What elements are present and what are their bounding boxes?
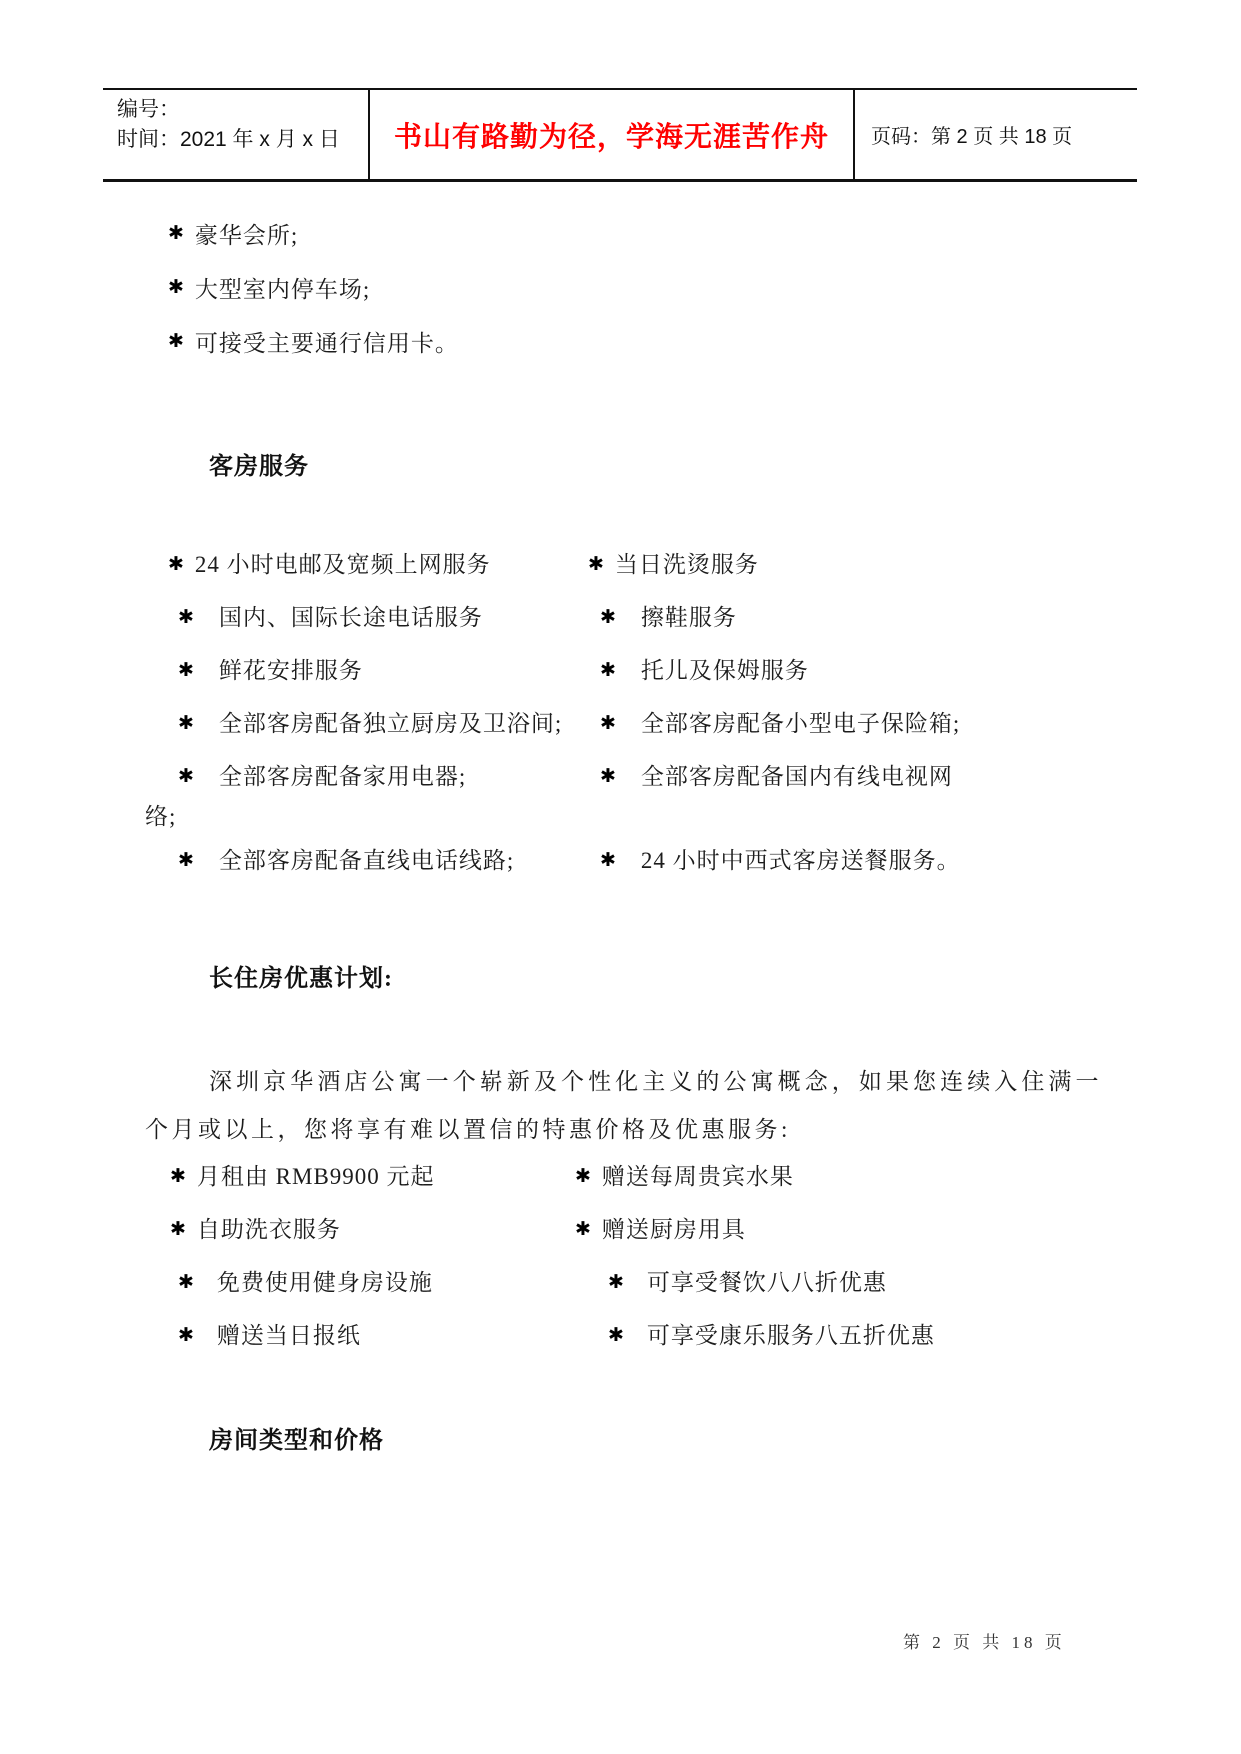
bullet-icon: ✱ [588,553,605,575]
section-title-room-types: 房间类型和价格 [209,1428,384,1454]
item-label: 擦鞋服务 [640,605,737,630]
item-label: 全部客房配备独立厨房及卫浴间; [218,711,563,736]
benefit-row [145,1321,1102,1351]
service-item [145,603,600,633]
section-title-room-service: 客房服务 [209,454,309,480]
benefit-item [608,1268,1102,1298]
item-label: 可享受餐饮八八折优惠 [646,1270,887,1295]
header-field-number [117,95,368,125]
item-label: 大型室内停车场; [194,276,371,302]
list-item [145,260,1102,314]
bullet-icon: ✱ [178,1271,195,1293]
header-field-time [117,125,368,155]
item-label: 赠送当日报纸 [216,1323,361,1348]
number-label: 编号： [117,98,180,121]
benefit-row [145,1215,1102,1245]
bullet-icon: ✱ [170,1218,187,1240]
bullet-icon: ✱ [168,553,185,575]
item-label: 全部客房配备国内有线电视网 [640,764,953,789]
service-item [145,762,600,792]
benefit-row [145,1162,1102,1192]
header-table [103,88,1137,182]
long-stay-rows [145,1162,1102,1374]
header-page-cell [855,90,1137,179]
item-label: 可接受主要通行信用卡。 [194,330,459,356]
item-label: 全部客房配备小型电子保险箱; [640,711,961,736]
bullet-icon: ✱ [178,606,195,628]
list-item [145,314,1102,368]
service-row [145,846,1102,876]
page-value: 第 2 页 共 18 页 [931,126,1073,148]
item-label: 免费使用健身房设施 [216,1270,433,1295]
room-service-rows [145,550,1102,899]
item-label: 可享受康乐服务八五折优惠 [646,1323,935,1348]
benefit-item [145,1215,575,1245]
service-item [600,709,1102,739]
service-row [145,709,1102,739]
service-row [145,656,1102,686]
time-label: 时间： [117,128,180,151]
bullet-icon: ✱ [170,1165,187,1187]
bullet-icon: ✱ [600,712,617,734]
wrapped-text-line: 络; [145,804,177,829]
benefit-item [145,1268,608,1298]
list-item [145,206,1102,260]
item-label: 月租由 RMB9900 元起 [196,1164,435,1189]
benefit-item [608,1321,1102,1351]
item-label: 全部客房配备家用电器; [218,764,467,789]
bullet-icon: ✱ [600,659,617,681]
service-item [145,846,600,876]
service-row [145,550,1102,580]
service-item [145,709,600,739]
bullet-icon: ✱ [575,1165,592,1187]
time-value: 2021 年 x 月 x 日 [180,128,340,151]
bullet-icon: ✱ [178,1324,195,1346]
bullet-icon: ✱ [178,849,195,871]
bullet-icon: ✱ [608,1271,625,1293]
benefit-item [145,1321,608,1351]
service-item [588,550,1102,580]
footer-page-number: 第 2 页 共 18 页 [903,1633,1066,1652]
bullet-icon: ✱ [178,765,195,787]
service-item [600,762,1102,792]
bullet-icon: ✱ [575,1218,592,1240]
service-row [145,762,1102,792]
bullet-icon: ✱ [168,329,185,352]
item-label: 当日洗烫服务 [614,552,759,577]
bullet-icon: ✱ [600,606,617,628]
benefit-item [575,1162,1102,1192]
item-label: 鲜花安排服务 [218,658,363,683]
service-item [600,846,1102,876]
section-title-long-stay: 长住房优惠计划: [209,966,393,992]
item-label: 全部客房配备直线电话线路; [218,848,515,873]
header-motto-cell [368,90,855,179]
page-label: 页码： [871,126,931,148]
item-label: 赠送厨房用具 [601,1217,746,1242]
bullet-icon: ✱ [178,659,195,681]
service-item [145,550,588,580]
intro-list [145,206,1102,368]
benefit-row [145,1268,1102,1298]
bullet-icon: ✱ [600,849,617,871]
bullet-icon: ✱ [608,1324,625,1346]
bullet-icon: ✱ [168,221,185,244]
item-label: 赠送每周贵宾水果 [601,1164,794,1189]
header-left-cell [103,90,368,179]
item-label: 国内、国际长途电话服务 [218,605,483,630]
bullet-icon: ✱ [168,275,185,298]
header-motto: 书山有路勤为径，学海无涯苦作舟 [393,120,829,152]
item-label: 托儿及保姆服务 [640,658,809,683]
long-stay-intro [145,1058,1102,1154]
item-label: 24 小时中西式客房送餐服务。 [640,848,961,873]
item-label: 豪华会所; [194,222,299,248]
benefit-item [145,1162,575,1192]
paragraph: 深圳京华酒店公寓一个崭新及个性化主义的公寓概念，如果您连续入住满一个月或以上，您将享有难以置信的特惠价格及优惠服务: [145,1069,1102,1142]
intro-section [145,206,1102,368]
service-item [600,603,1102,633]
benefit-item [575,1215,1102,1245]
item-label: 自助洗衣服务 [196,1217,341,1242]
service-row [145,603,1102,633]
bullet-icon: ✱ [178,712,195,734]
service-item [145,656,600,686]
item-label: 24 小时电邮及宽频上网服务 [194,552,491,577]
service-item [600,656,1102,686]
bullet-icon: ✱ [600,765,617,787]
